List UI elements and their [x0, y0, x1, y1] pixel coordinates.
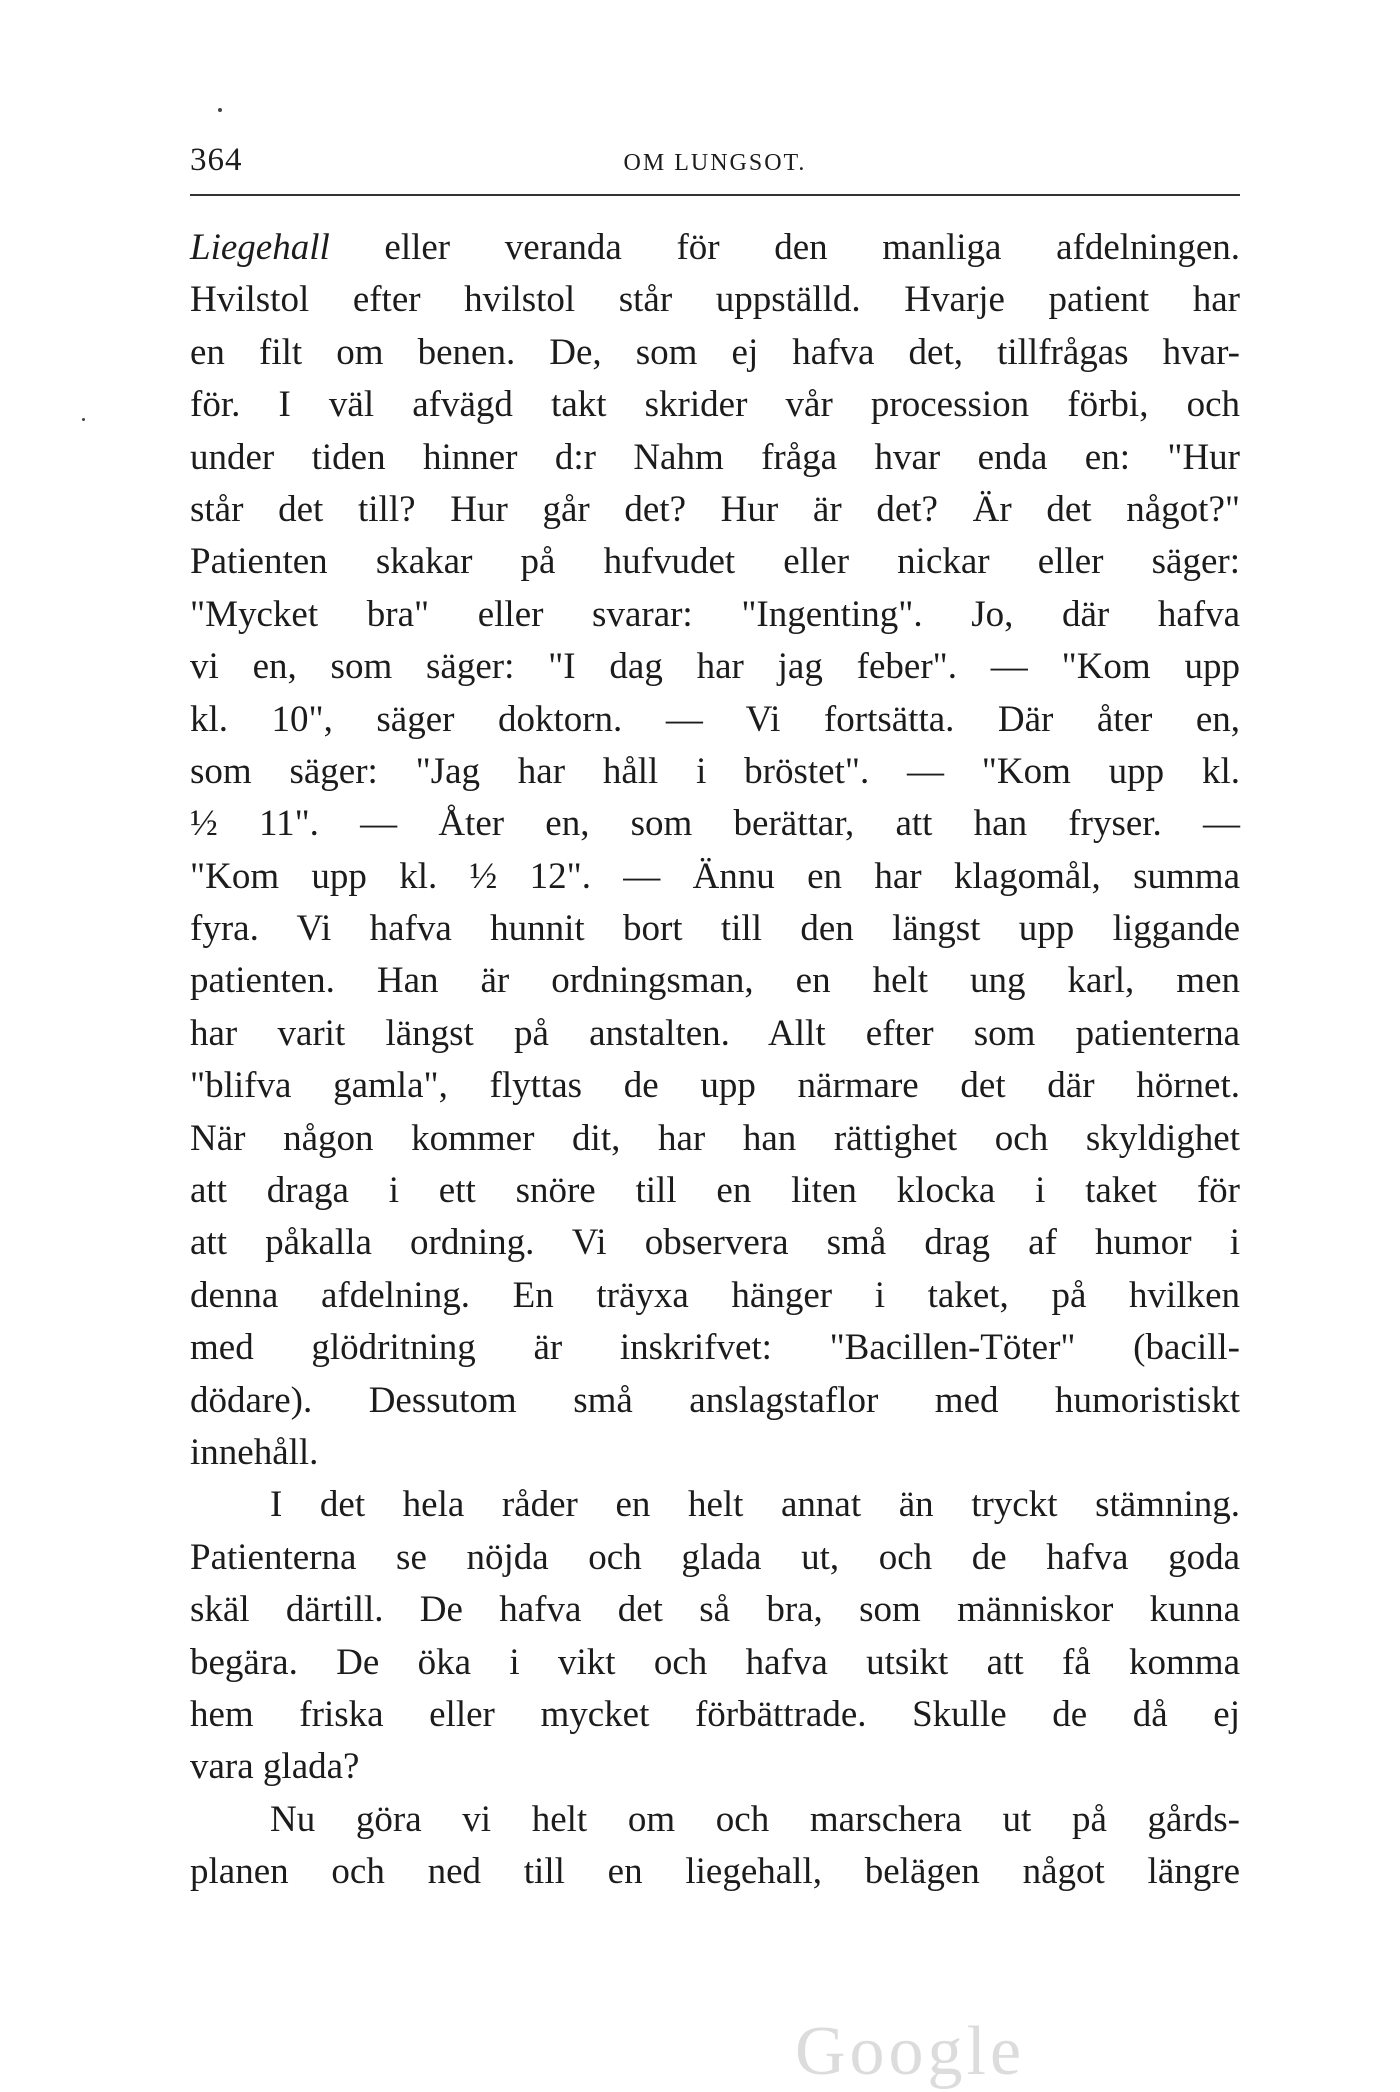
text-line: dödare). Dessutom små anslagstaflor med humoristiskt [190, 1379, 1240, 1421]
text-line: planen och ned till en liegehall, belägen något längre [190, 1851, 1240, 1893]
text-line: en filt om benen. De, som ej hafva det, tillfrågas hvar- [190, 331, 1240, 373]
text-line: under tiden hinner d:r Nahm fråga hvar enda en: "Hur [190, 436, 1240, 478]
italic-term: Liegehall [190, 227, 330, 268]
page-number: 364 [190, 142, 243, 178]
text-line: har varit längst på anstalten. Allt efter som patienterna [190, 1012, 1240, 1054]
text-line: står det till? Hur går det? Hur är det? Är det något?" [190, 488, 1240, 530]
print-speck [82, 418, 85, 421]
text-line: innehåll. [190, 1431, 319, 1473]
text-line: I det hela råder en helt annat än tryckt stämning. [270, 1484, 1240, 1526]
header-rule [190, 194, 1240, 196]
text-line: vi en, som säger: "I dag har jag feber". — "Kom upp [190, 646, 1240, 688]
text-line: denna afdelning. En träyxa hänger i taket, på hvilken [190, 1274, 1240, 1316]
text-line: fyra. Vi hafva hunnit bort till den längst upp liggande [190, 908, 1240, 950]
text-line: När någon kommer dit, har han rättighet och skyldighet [190, 1117, 1240, 1159]
body-text [190, 222, 1240, 1899]
print-speck [218, 108, 222, 112]
text-line: med glödritning är inskrifvet: "Bacillen-Töter" (bacill- [190, 1327, 1240, 1369]
text-line: patienten. Han är ordningsman, en helt ung karl, men [190, 960, 1240, 1002]
text-line: skäl därtill. De hafva det så bra, som människor kunna [190, 1589, 1240, 1631]
text-line: "Mycket bra" eller svarar: "Ingenting". Jo, där hafva [190, 593, 1240, 635]
google-watermark: Google [795, 2013, 1026, 2090]
text-line: vara glada? [190, 1746, 360, 1788]
text-line: Liegehall eller veranda för den manliga afdelningen. [190, 227, 1240, 268]
text-line: Patienten skakar på hufvudet eller nickar eller säger: [190, 541, 1240, 583]
text-line: som säger: "Jag har håll i bröstet". — "Kom upp kl. [190, 750, 1240, 792]
text-line: Patienterna se nöjda och glada ut, och de hafva goda [190, 1536, 1240, 1578]
text-line: att påkalla ordning. Vi observera små drag af humor i [190, 1222, 1240, 1264]
text-line: Nu göra vi helt om och marschera ut på gårds- [270, 1798, 1240, 1840]
text-line: Hvilstol efter hvilstol står uppställd. Hvarje patient har [190, 279, 1240, 321]
running-head: OM LUNGSOT. [623, 150, 807, 176]
text-line: hem friska eller mycket förbättrade. Skulle de då ej [190, 1693, 1240, 1735]
page-header [190, 142, 1240, 192]
text-line: att draga i ett snöre till en liten klocka i taket för [190, 1170, 1240, 1212]
text-line: kl. 10", säger doktorn. — Vi fortsätta. Där åter en, [190, 698, 1240, 740]
text-line: "blifva gamla", flyttas de upp närmare det där hörnet. [190, 1065, 1240, 1107]
text-line: för. I väl afvägd takt skrider vår procession förbi, och [190, 384, 1240, 426]
text-line: begära. De öka i vikt och hafva utsikt att få komma [190, 1641, 1240, 1683]
text-line: ½ 11". — Åter en, som berättar, att han fryser. — [190, 803, 1240, 845]
text-line: "Kom upp kl. ½ 12". — Ännu en har klagomål, summa [190, 855, 1240, 897]
